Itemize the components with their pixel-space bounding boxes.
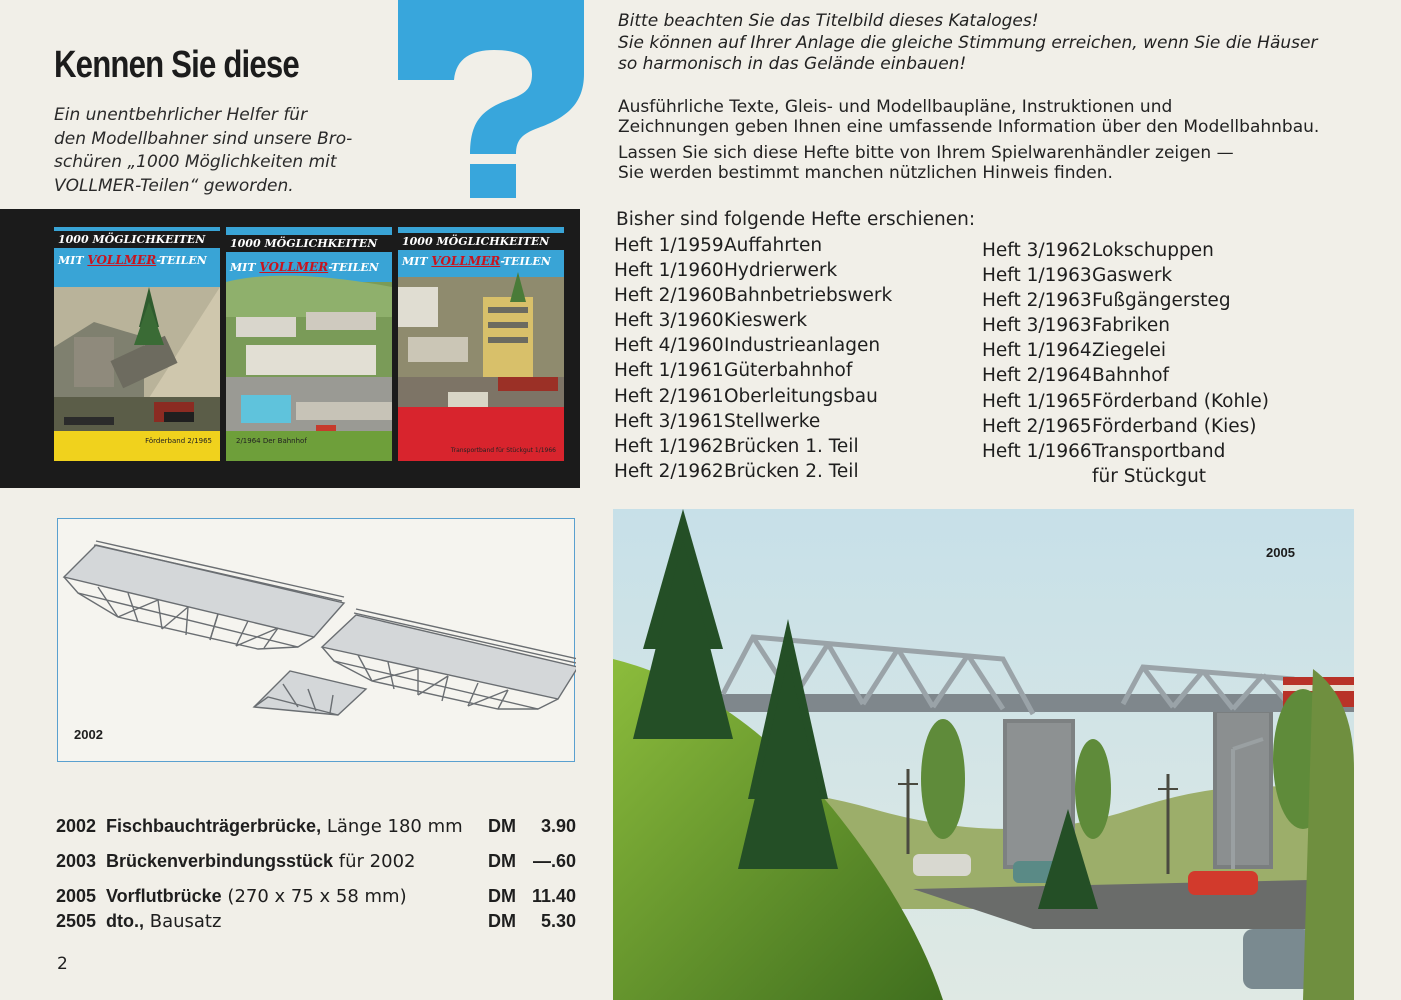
list-item: Heft 2/1960 Bahnbetriebswerk [614, 285, 893, 307]
article-number: 2505 [56, 911, 97, 931]
list-item: Heft 2/1965 Förderband (Kies) [982, 415, 1257, 437]
cover-mit: MIT [230, 261, 256, 274]
article-detail: Länge 180 mm [326, 816, 463, 837]
vollmer-logo: VOLLMER [259, 260, 329, 274]
price: —.60 [532, 851, 576, 871]
article-number: 2005 [56, 886, 97, 906]
cover-suffix: -TEILEN [156, 254, 207, 267]
brochure-cover [398, 227, 564, 461]
price: 5.30 [540, 911, 576, 931]
list-intro: Bisher sind folgende Hefte erschienen: [616, 209, 976, 230]
article-detail: (270 x 75 x 58 mm) [227, 886, 407, 907]
paragraph-line: Sie werden bestimmt manchen nützlichen Hinweis finden. [618, 163, 1113, 183]
article-number: 2002 [56, 816, 97, 836]
list-item: Heft 1/1960 Hydrierwerk [614, 260, 838, 282]
list-item: Heft 1/1962 Brücken 1. Teil [614, 435, 859, 457]
note-line: so harmonisch in das Gelände einbauen! [618, 54, 967, 74]
article-number: 2003 [56, 851, 97, 871]
intro-line: VOLLMER-Teilen“ geworden. [54, 175, 294, 196]
article-detail: Bausatz [149, 911, 222, 932]
list-item: Heft 1/1965 Förderband (Kohle) [982, 390, 1269, 412]
vollmer-logo: VOLLMER [87, 253, 157, 267]
cover-title: 1000 MÖGLICHKEITEN [58, 233, 206, 246]
price: 11.40 [531, 886, 576, 906]
list-item: für Stückgut [1092, 465, 1207, 487]
brochure-cover [226, 227, 392, 461]
article-name: Brückenverbindungsstück [106, 851, 334, 871]
info-paragraph [618, 97, 1319, 137]
list-item: Heft 3/1963 Fabriken [982, 315, 1170, 337]
article-name: Vorflutbrücke [106, 886, 222, 906]
list-item: Heft 2/1964 Bahnhof [982, 365, 1170, 387]
note-line: Bitte beachten Sie das Titelbild dieses Kataloges! [618, 11, 1039, 31]
photo-illustration [613, 509, 1354, 1000]
paragraph-line: Ausführliche Texte, Gleis- und Modellbaupläne, Instruktionen und [618, 97, 1173, 117]
bridge-drawing [58, 519, 576, 763]
dealer-paragraph [618, 143, 1234, 183]
vollmer-logo: VOLLMER [431, 254, 501, 268]
currency: DM [488, 851, 516, 871]
list-item: Heft 3/1962 Lokschuppen [982, 240, 1214, 261]
bridge-diagram [57, 518, 575, 762]
list-item: Heft 1/1963 Gaswerk [982, 265, 1173, 287]
list-item: Heft 2/1962 Brücken 2. Teil [614, 460, 859, 482]
list-item: Heft 1/1966 Transportband [982, 440, 1226, 462]
price: 3.90 [540, 816, 576, 836]
cover-footer: 2/1964 Der Bahnhof [226, 431, 392, 461]
article-detail: für 2002 [338, 851, 416, 872]
cover-suffix: -TEILEN [500, 255, 551, 268]
currency: DM [488, 911, 516, 931]
list-item: Heft 4/1960 Industrieanlagen [614, 335, 881, 357]
list-item: Heft 3/1960 Kieswerk [614, 310, 808, 332]
photo-label: 2005 [1266, 545, 1295, 560]
brochure-cover [54, 227, 220, 461]
page-number: 2 [57, 954, 68, 974]
diagram-label: 2002 [74, 727, 103, 742]
list-item: Heft 2/1963 Fußgängersteg [982, 290, 1231, 312]
list-item: Heft 1/1959 Auffahrten [614, 235, 823, 256]
cover-mit: MIT [402, 255, 428, 268]
bridge-photo [613, 509, 1354, 1000]
cover-title: 1000 MÖGLICHKEITEN [230, 237, 378, 250]
cover-footer: Förderband 2/1965 [54, 431, 220, 461]
cover-title: 1000 MÖGLICHKEITEN [402, 235, 550, 248]
question-mark-graphic [398, 0, 584, 198]
cover-suffix: -TEILEN [328, 261, 379, 274]
title-image-note [618, 11, 1317, 76]
cover-footer: Transportband für Stückgut 1/1966 [398, 407, 564, 461]
page-title: Kennen Sie diese [54, 44, 299, 86]
currency: DM [488, 816, 516, 836]
article-name: Fischbauchträgerbrücke, [106, 816, 322, 836]
paragraph-line: Lassen Sie sich diese Hefte bitte von Ihrem Spielwarenhändler zeigen — [618, 143, 1234, 163]
brochure-covers [0, 209, 580, 488]
list-item: Heft 1/1961 Güterbahnhof [614, 360, 853, 382]
cover-mit: MIT [58, 254, 84, 267]
intro-line: den Modellbahner sind unsere Bro- [54, 128, 353, 149]
paragraph-line: Zeichnungen geben Ihnen eine umfassende Information über den Modellbahnbau. [618, 117, 1320, 137]
article-name: dto., [106, 911, 144, 931]
list-item: Heft 1/1964 Ziegelei [982, 340, 1166, 362]
intro-line: Ein unentbehrlicher Helfer für [54, 105, 308, 125]
list-item: Heft 2/1961 Oberleitungsbau [614, 385, 878, 407]
list-item: Heft 3/1961 Stellwerke [614, 410, 821, 432]
hefte-list-right [982, 238, 1312, 489]
currency: DM [488, 886, 516, 906]
intro-line: schüren „1000 Möglichkeiten mit [54, 152, 337, 172]
note-line: Sie können auf Ihrer Anlage die gleiche Stimmung erreichen, wenn Sie die Häuser [618, 32, 1318, 53]
hefte-list-left [614, 233, 954, 484]
intro-text [54, 104, 384, 198]
